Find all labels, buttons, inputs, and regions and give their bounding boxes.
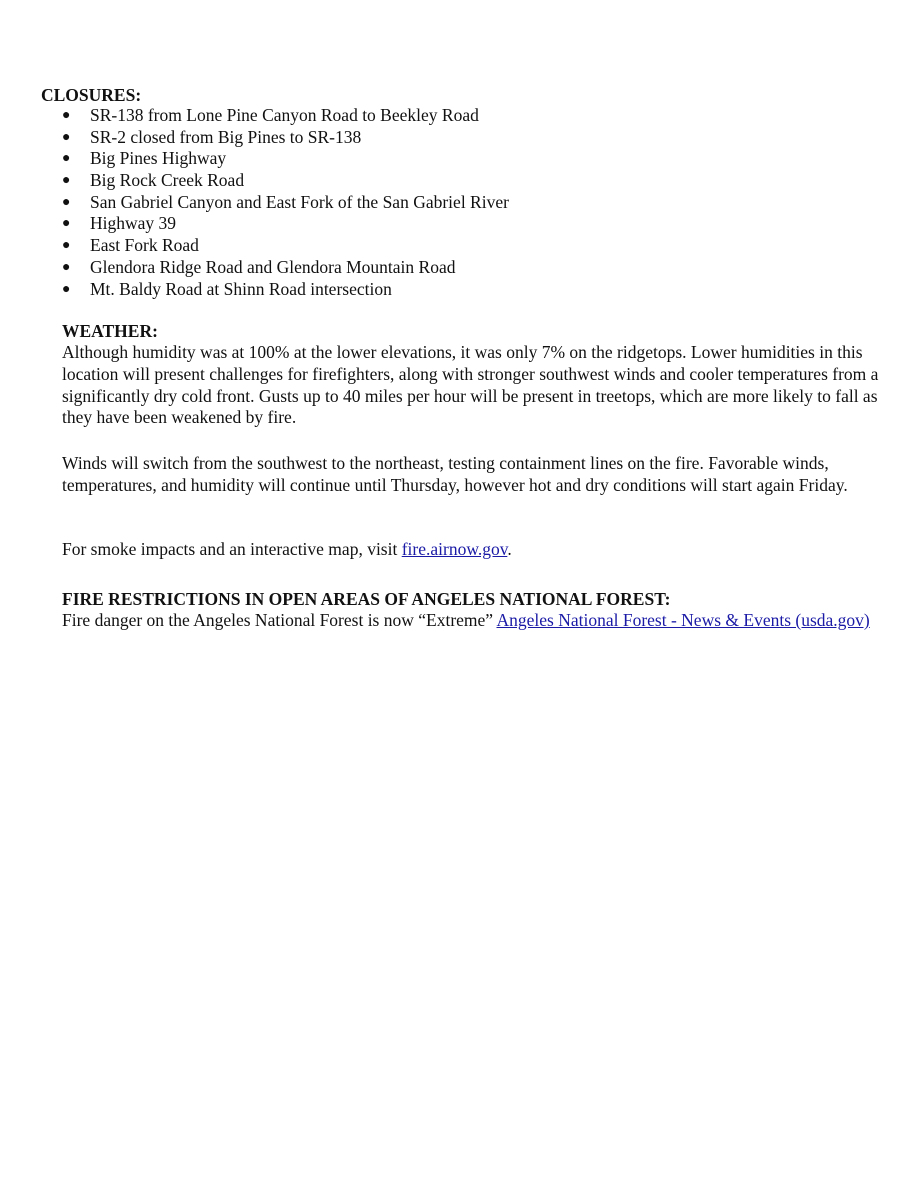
- airnow-link[interactable]: fire.airnow.gov: [401, 539, 508, 559]
- list-item: ● Big Rock Creek Road: [62, 170, 245, 191]
- list-item: ● SR-138 from Lone Pine Canyon Road to Beekley Road: [62, 105, 479, 125]
- winds-paragraph: Winds will switch from the southwest to the northeast, testing containment lines on the fire. Favorable winds, temperatures, and humidity will continue until Thursday, however hot and dry conditions will start again Friday.: [62, 453, 848, 495]
- list-item: ● East Fork Road: [62, 235, 199, 256]
- smoke-paragraph: For smoke impacts and an interactive map, visit fire.airnow.gov.: [62, 539, 512, 559]
- bullet-icon: ●: [62, 129, 71, 145]
- bullet-icon: ●: [62, 173, 71, 189]
- bullet-icon: ●: [62, 194, 71, 210]
- list-item: ● Glendora Ridge Road and Glendora Mountain Road: [62, 256, 456, 277]
- weather-paragraph: Although humidity was at 100% at the lower elevations, it was only 7% on the ridgetops. Lower humidities in this location will present challenges for firefighters, along with stronger southwest winds and cooler temperatures from a significantly dry cold front. Gusts up to 40 miles per hour will be present in treetops, which are more likely to fall as they have been weakened by fire.: [62, 342, 879, 428]
- restrictions-paragraph: Fire danger on the Angeles National Forest is now “Extreme” Angeles National Forest - News & Events (usda.gov): [62, 610, 870, 630]
- bullet-icon: ●: [62, 151, 71, 167]
- list-item: ● Highway 39: [62, 213, 177, 234]
- winds-section: [62, 453, 902, 497]
- bullet-icon: ●: [62, 216, 71, 232]
- bullet-icon: ●: [62, 108, 71, 123]
- weather-heading: WEATHER:: [62, 321, 158, 341]
- bullet-icon: ●: [62, 281, 71, 297]
- smoke-section: [62, 539, 902, 561]
- list-item: ● SR-2 closed from Big Pines to SR-138: [62, 126, 362, 147]
- list-item: ● Mt. Baldy Road at Shinn Road intersection: [62, 278, 392, 299]
- restrictions-heading: FIRE RESTRICTIONS IN OPEN AREAS OF ANGELES NATIONAL FOREST:: [62, 589, 671, 609]
- weather-section: [62, 320, 902, 429]
- restrictions-section: [62, 588, 902, 632]
- list-item: ● San Gabriel Canyon and East Fork of the San Gabriel River: [62, 191, 509, 212]
- closures-heading: CLOSURES:: [41, 85, 142, 105]
- bullet-icon: ●: [62, 238, 71, 254]
- angeles-news-link[interactable]: Angeles National Forest - News & Events (usda.gov): [496, 610, 870, 630]
- closures-list: [62, 105, 509, 300]
- bullet-icon: ●: [62, 259, 71, 275]
- list-item: ● Big Pines Highway: [62, 148, 227, 169]
